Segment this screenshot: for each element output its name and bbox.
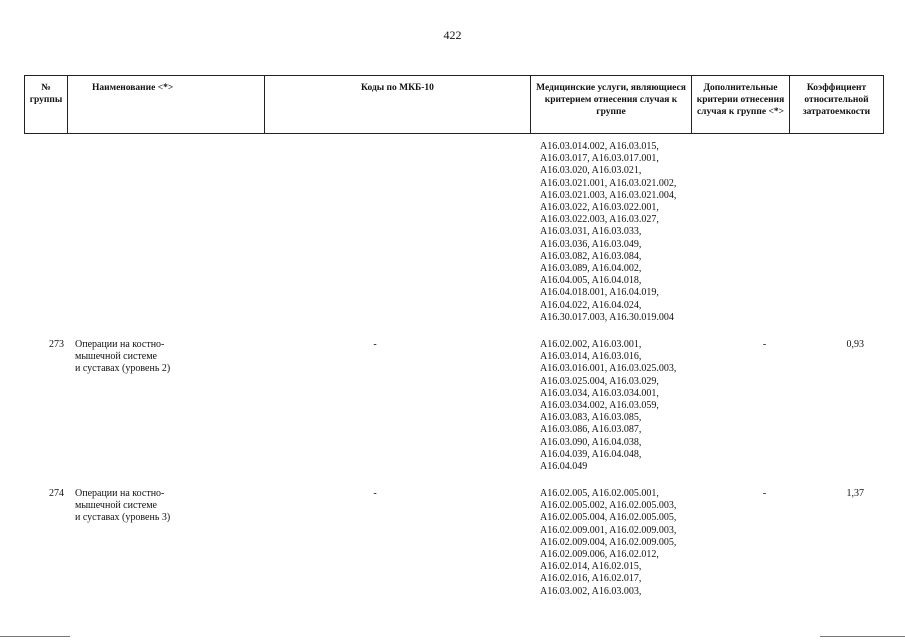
services-codes: A16.02.002, A16.03.001, A16.03.014, A16.03.016, A16.03.016.001, A16.03.025.003, A16.03.025.004, A16.03.029, A16.03.034, A16.03.034.001, A16.03.034.002, A16.03.059, A16.03.083, A16.03.085, A16.03.086, A16.03.087, A16.03.090, A16.04.038, A16.04.039, A16.04.048, A16.04.049: [540, 339, 677, 473]
coefficient: 1,37: [846, 488, 864, 499]
bottom-rule: [0, 636, 70, 637]
group-number: 273: [49, 339, 64, 350]
group-name: Операции на костно- мышечной системе и суставах (уровень 2): [75, 339, 171, 375]
table-header: [24, 75, 884, 134]
header-mkb-codes: Коды по МКБ-10: [265, 76, 531, 134]
extra-criteria: -: [762, 339, 767, 350]
mkb-codes: -: [373, 339, 377, 350]
extra-criteria: -: [762, 488, 767, 499]
header-medical-services: Медицинские услуги, являющиеся критерием отнесения случая к группе: [531, 76, 692, 134]
group-number: 274: [49, 488, 64, 499]
mkb-codes: -: [373, 488, 377, 499]
services-codes: A16.03.014.002, A16.03.015, A16.03.017, A16.03.017.001, A16.03.020, A16.03.021, A16.03.021.001, A16.03.021.002, A16.03.021.003, A16.03.021.004, A16.03.022, A16.03.022.001, A16.03.022.003, A16.03.027, A16.03.031, A16.03.033, A16.03.036, A16.03.049, A16.03.082, A16.03.084, A16.03.089, A16.04.002, A16.04.005, A16.04.018, A16.04.018.001, A16.04.019, A16.04.022, A16.04.024, A16.30.017.003, A16.30.019.004: [540, 141, 677, 323]
coefficient: 0,93: [846, 339, 864, 350]
page-number: 422: [443, 28, 462, 42]
bottom-rule: [820, 636, 905, 637]
group-name: Операции на костно- мышечной системе и суставах (уровень 3): [75, 488, 171, 524]
header-name: Наименование <*>: [68, 76, 265, 134]
header-coefficient: Коэффициент относительной затратоемкости: [790, 76, 884, 134]
header-group-number: № группы: [25, 76, 68, 134]
services-codes: A16.02.005, A16.02.005.001, A16.02.005.002, A16.02.005.003, A16.02.005.004, A16.02.005.005, A16.02.009.001, A16.02.009.003, A16.02.009.004, A16.02.009.005, A16.02.009.006, A16.02.012, A16.02.014, A16.02.015, A16.02.016, A16.02.017, A16.03.002, A16.03.003,: [540, 488, 677, 597]
header-extra-criteria: Дополнительные критерии отнесения случая к группе <*>: [692, 76, 790, 134]
